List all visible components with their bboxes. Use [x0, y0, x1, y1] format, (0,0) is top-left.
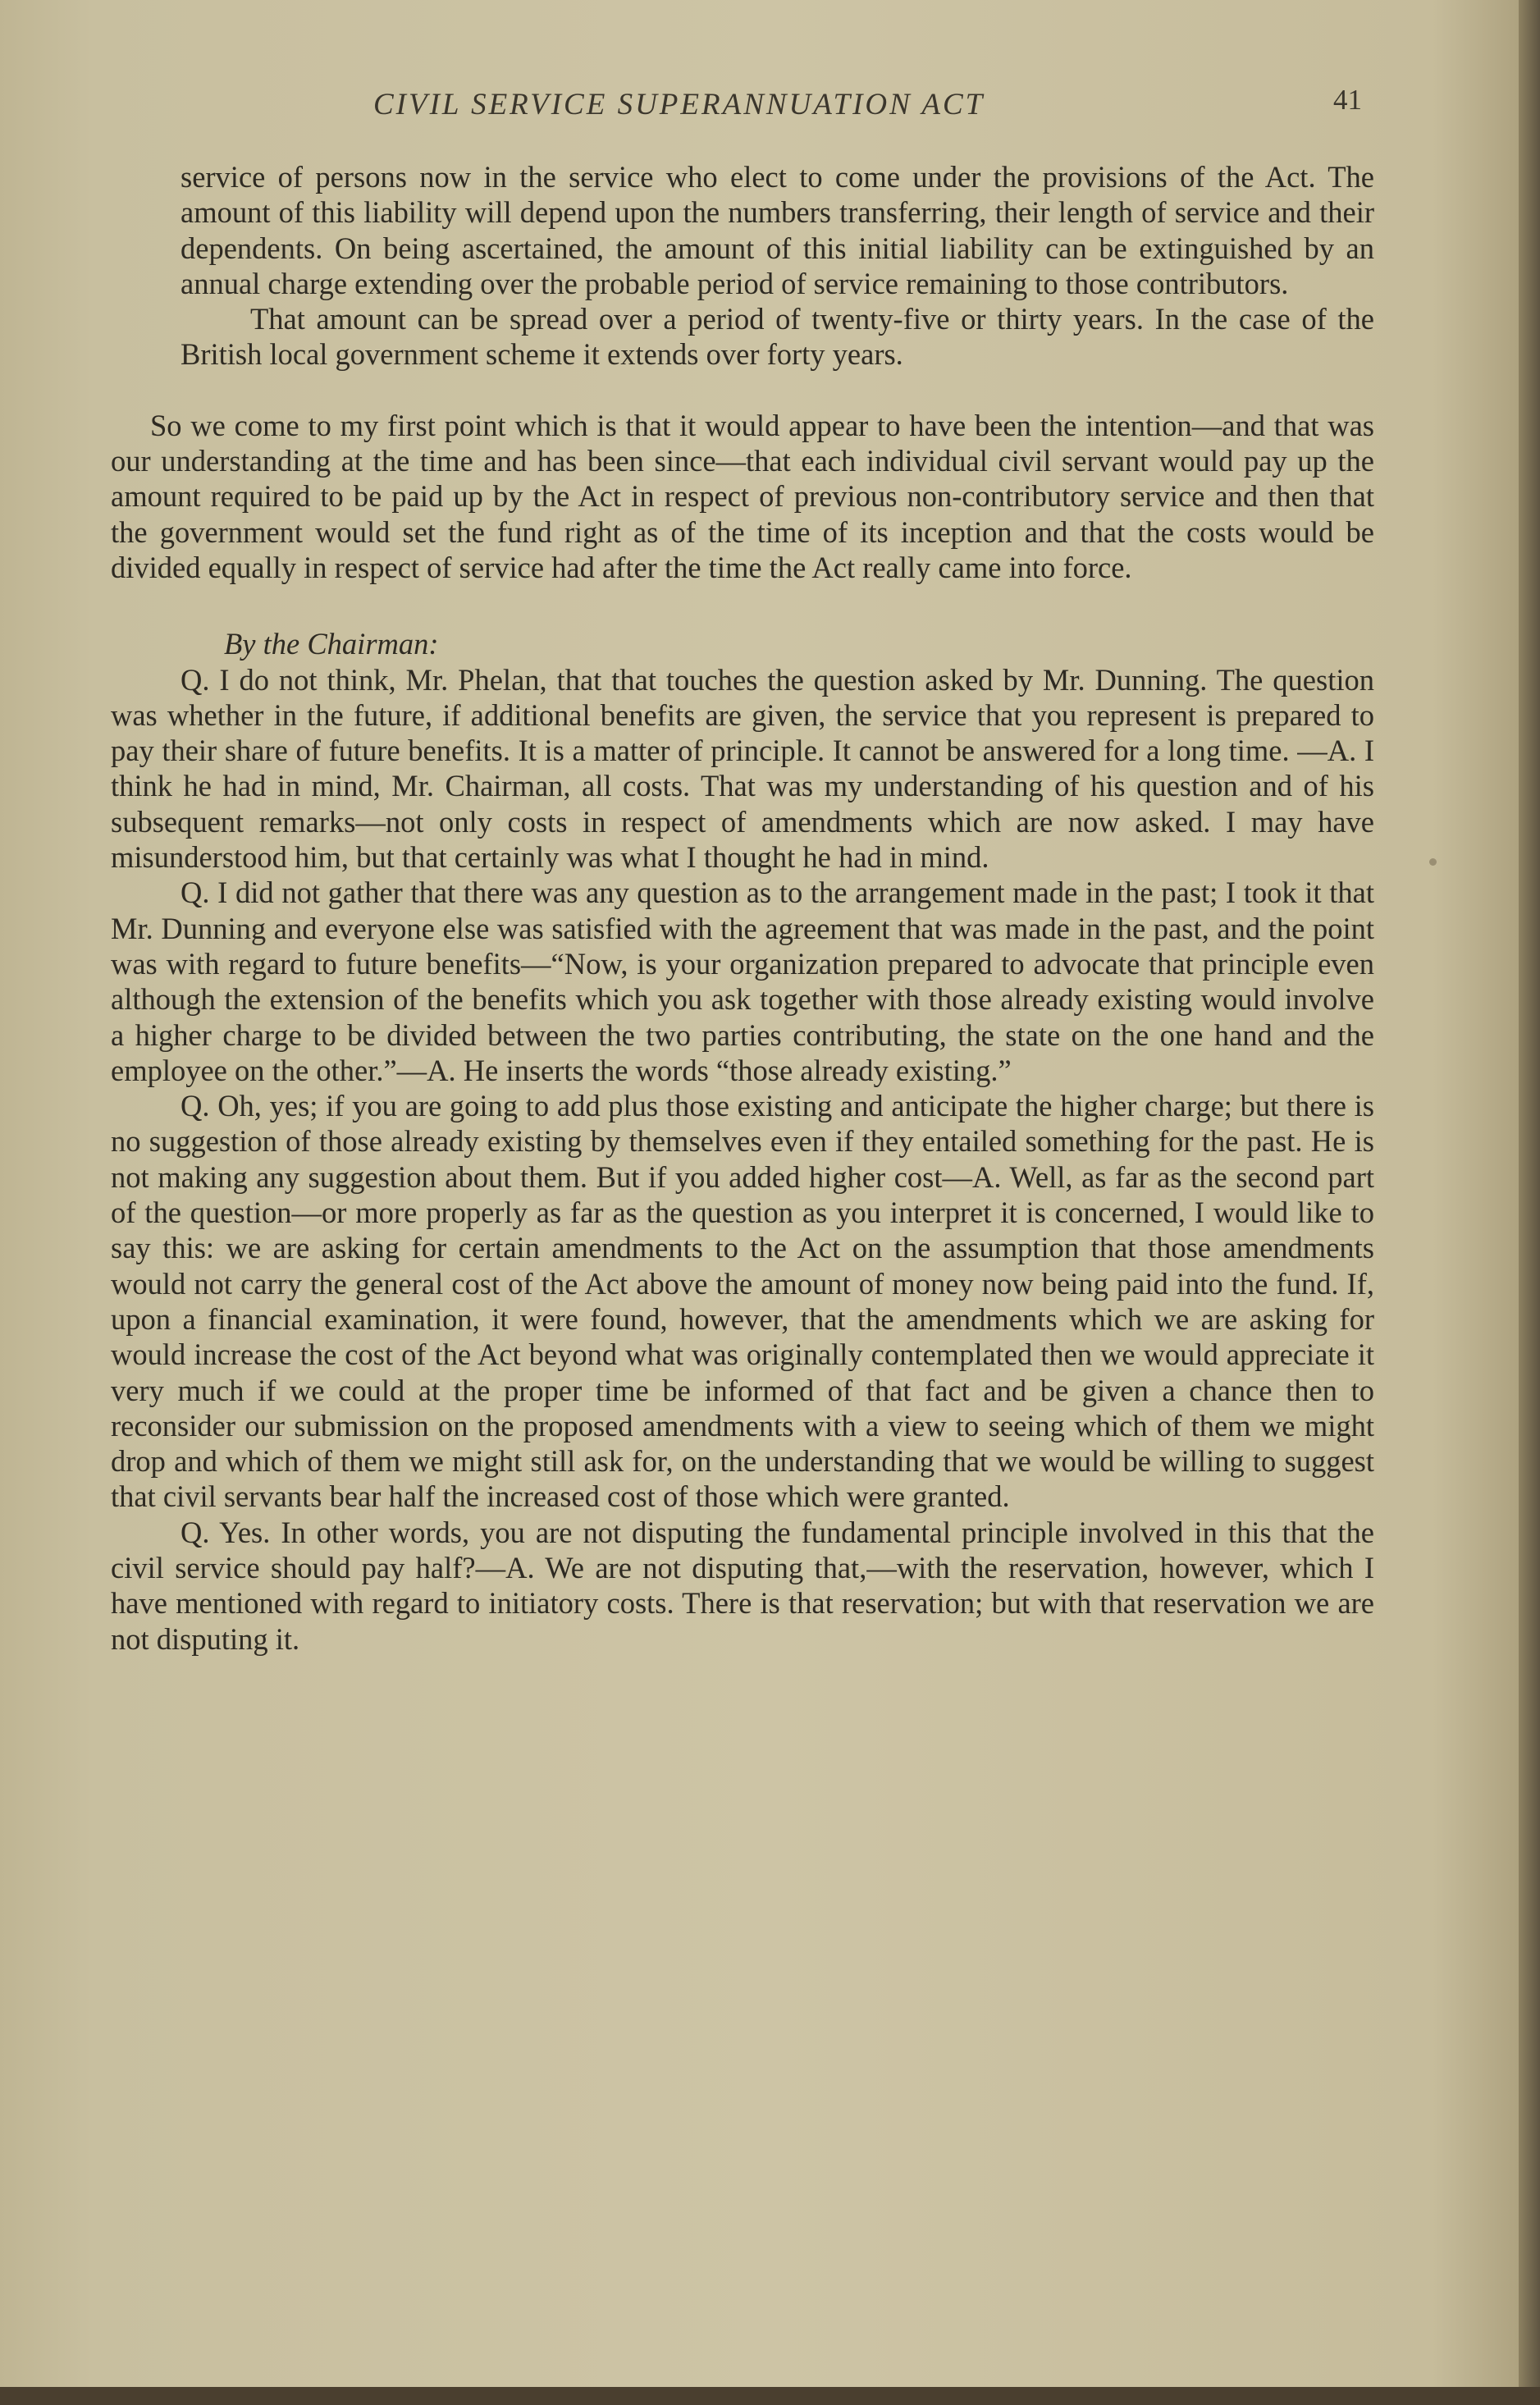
speaker-byline: By the Chairman:: [224, 627, 439, 661]
quoted-paragraph: That amount can be spread over a period of twenty-five or thirty years. In the case of the British local government scheme it extends over forty years.: [181, 302, 1374, 372]
page-number: 41: [1333, 84, 1362, 116]
running-title: CIVIL SERVICE SUPERANNUATION ACT: [373, 88, 985, 121]
qa-paragraph: Q. Oh, yes; if you are going to add plus those existing and anticipate the higher charge; but there is no suggestion of those already existing by themselves even if they entailed something for the past. He is not making any suggestion about them. But if you added higher cost—A. Well, as far as the second part of the question—or more properly as far as the question as you interpret it is concerned, I would like to say this: we are asking for certain amendments to the Act on the assumption that those amendments would not carry the general cost of the Act above the amount of money now being paid into the fund. If, upon a financial examination, it were found, however, that the amendments which we are asking for would increase the cost of the Act beyond what was originally contemplated then we would appreciate it very much if we could at the proper time be informed of that fact and be given a chance then to reconsider our submission on the proposed amendments with a view to seeing which of them we might drop and which of them we might still ask for, on the understanding that we would be willing to suggest that civil servants bear half the increased cost of those which were granted.: [111, 1089, 1374, 1514]
page-bottom-edge: [0, 2387, 1540, 2405]
qa-paragraph: Q. I did not gather that there was any question as to the arrangement made in the past; I took it that Mr. Dunning and everyone else was satisfied with the agreement that was made in the past, and the point was with regard to future benefits—“Now, is your organization prepared to advocate that principle even although the extension of the benefits which you ask together with those already existing would involve a higher charge to be divided between the two parties contributing, the state on the one hand and the employee on the other.”—A. He inserts the words “those already existing.”: [111, 876, 1374, 1087]
main-paragraph: So we come to my first point which is that it would appear to have been the intention—and that was our understanding at the time and has been since—that each individual civil servant would pay up the amount required to be paid up by the Act in respect of previous non-contributory service and then that the government would set the fund right as of the time of its inception and that the costs would be divided equally in respect of service had after the time the Act really came into force.: [111, 408, 1374, 584]
qa-paragraph: Q. Yes. In other words, you are not disputing the fundamental principle involved in this that the civil service should pay half?—A. We are not disputing that,—with the reservation, however, which I have mentioned with regard to initiatory costs. There is that reservation; but with that reservation we are not disputing it.: [111, 1515, 1374, 1656]
body-text: [111, 159, 1374, 1657]
running-head: [0, 80, 1540, 121]
quoted-paragraph: service of persons now in the service who elect to come under the provisions of the Act. The amount of this liability will depend upon the numbers transferring, their length of service and their dependents. On being ascertained, the amount of this initial liability can be extinguished by an annual charge extending over the probable period of service remaining to those contributors.: [181, 160, 1374, 300]
paper-speck: [1429, 858, 1437, 866]
binding-gutter: [1519, 0, 1540, 2405]
quoted-passage: [111, 159, 1374, 373]
qa-paragraph: Q. I do not think, Mr. Phelan, that that touches the question asked by Mr. Dunning. The question was whether in the future, if additional benefits are given, the service that you represent is prepared to pay their share of future benefits. It is a matter of principle. It cannot be answered for a long time. —A. I think he had in mind, Mr. Chairman, all costs. That was my understanding of his question and of his subsequent remarks—not only costs in respect of amendments which are now asked. I may have misunderstood him, but that certainly was what I thought he had in mind.: [111, 662, 1374, 875]
